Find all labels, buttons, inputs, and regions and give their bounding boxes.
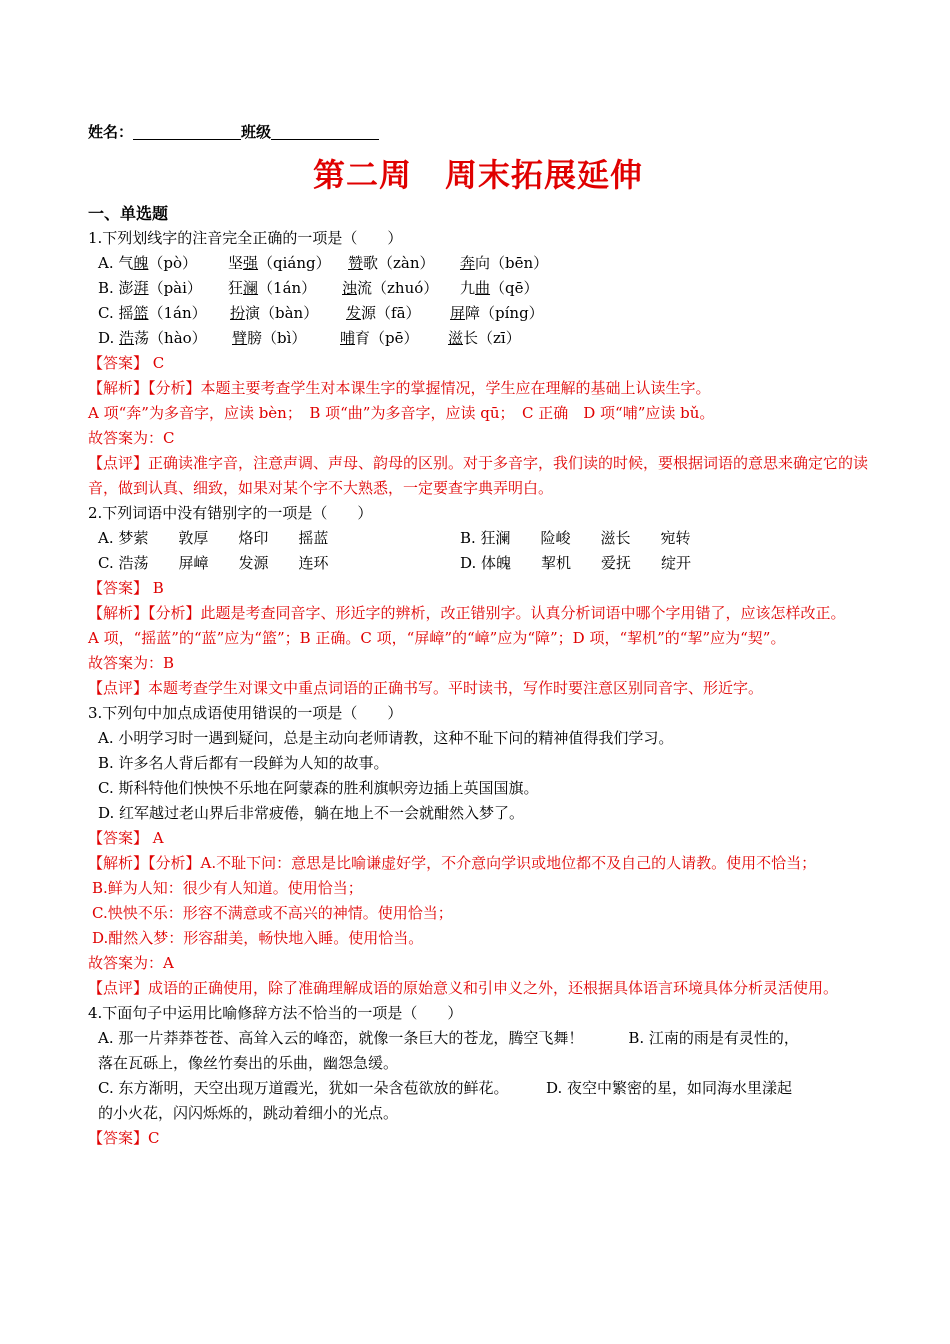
section-heading: 一、单选题: [88, 204, 169, 223]
q4-answer: 【答案】C: [88, 1129, 160, 1147]
q2-option-c: C. 浩荡 屏嶂 发源 连环: [98, 554, 329, 572]
q3-note-d: D.酣然入梦：形容甜美，畅快地入睡。使用恰当。: [92, 929, 424, 947]
q2-option-d: D. 体魄 挈机 爱抚 绽开: [460, 554, 692, 572]
question-2-stem: 2.下列词语中没有错别字的一项是（ ）: [88, 504, 373, 522]
question-1-stem: 1.下列划线字的注音完全正确的一项是（ ）: [88, 229, 403, 247]
q4-options-ab-line2: 落在瓦砾上，像丝竹奏出的乐曲，幽怨急缓。: [98, 1054, 399, 1072]
q3-final: 故答案为：A: [88, 954, 174, 972]
document-page: [88, 118, 868, 1151]
q3-option-d: D. 红军越过老山界后非常疲倦，躺在地上不一会就酣然入梦了。: [98, 804, 525, 822]
name-blank[interactable]: [133, 123, 241, 140]
q1-detail: A 项“奔”为多音字，应读 bèn； B 项“曲”为多音字，应读 qū； C 正确 D 项“哺”应读 bǔ。: [88, 404, 715, 422]
q2-option-a: A. 梦萦 敦厚 烙印 摇蓝: [98, 529, 329, 547]
q1-answer: 【答案】 C: [88, 354, 165, 372]
q1-analysis: 【解析】【分析】本题主要考查学生对本课生字的掌握情况，学生应在理解的基础上认读生字。: [88, 379, 711, 397]
question-4-stem: 4.下面句子中运用比喻修辞方法不恰当的一项是（ ）: [88, 1004, 463, 1022]
q2-option-b: B. 狂澜 险峻 滋长 宛转: [460, 529, 691, 547]
q2-analysis: 【解析】【分析】此题是考查同音字、形近字的辨析，改正错别字。认真分析词语中哪个字用错了，应该怎样改正。: [88, 604, 846, 622]
class-label: 班级: [241, 123, 272, 141]
q4-options-cd-line1: C. 东方渐明，天空出现万道霞光，犹如一朵含苞欲放的鲜花。 D. 夜空中繁密的星，如同海水里漾起: [98, 1079, 793, 1097]
q4-options-ab-line1: A. 那一片莽莽苍苍、高耸入云的峰峦，就像一条巨大的苍龙，腾空飞舞！ B. 江南的雨是有灵性的，: [98, 1029, 799, 1047]
q2-options-ab: [88, 526, 868, 551]
q1-option-a: A. 气魄（pò） 坚强（qiáng） 赞歌（zàn） 奔向（bēn）: [98, 254, 549, 272]
q1-option-d: D. 浩荡（hào） 臂膀（bì） 哺育（pē） 滋长（zī）: [98, 329, 521, 347]
page-title: 第二周 周末拓展延伸: [312, 156, 643, 194]
name-label: 姓名：: [88, 123, 134, 141]
q3-note-b: B.鲜为人知：很少有人知道。使用恰当；: [92, 879, 363, 897]
q3-option-c: C. 斯科特他们怏怏不乐地在阿蒙森的胜利旗帜旁边插上英国国旗。: [98, 779, 539, 797]
student-info: [88, 118, 868, 146]
q1-option-c: C. 摇篮（1án） 扮演（bàn） 发源（fā） 屏障（píng）: [98, 304, 544, 322]
class-blank[interactable]: [271, 123, 379, 140]
q4-options-cd-line2: 的小火花，闪闪烁烁的，跳动着细小的光点。: [98, 1104, 399, 1122]
q2-detail: A 项，“摇蓝”的“蓝”应为“篮”；B 正确。C 项，“屏嶂”的“嶂”应为“障”；D 项，“挈机”的“挈”应为“契”。: [88, 629, 786, 647]
q3-note-c: C.怏怏不乐：形容不满意或不高兴的神情。使用恰当；: [92, 904, 453, 922]
q3-option-a: A. 小明学习时一遇到疑问，总是主动向老师请教，这种不耻下问的精神值得我们学习。: [98, 729, 674, 747]
q3-analysis: 【解析】【分析】A.不耻下问：意思是比喻谦虚好学，不介意向学识或地位都不及自己的人请教。使用不恰当；: [88, 854, 817, 872]
q1-comment: 【点评】正确读准字音，注意声调、声母、韵母的区别。对于多音字，我们读的时候，要根据词语的意思来确定它的读音，做到认真、细致，如果对某个字不大熟悉，一定要查字典弄明白。: [88, 454, 869, 497]
q2-answer: 【答案】 B: [88, 579, 164, 597]
q3-option-b: B. 许多名人背后都有一段鲜为人知的故事。: [98, 754, 389, 772]
q3-comment: 【点评】成语的正确使用，除了准确理解成语的原始意义和引申义之外，还根据具体语言环境具体分析灵活使用。: [88, 979, 839, 997]
q3-answer: 【答案】 A: [88, 829, 164, 847]
q2-final: 故答案为：B: [88, 654, 175, 672]
q1-final: 故答案为：C: [88, 429, 175, 447]
q1-option-b: B. 澎湃（pài） 狂澜（1án） 浊流（zhuó） 九曲（qē）: [98, 279, 539, 297]
q2-options-cd: [88, 551, 868, 576]
q2-comment: 【点评】本题考查学生对课文中重点词语的正确书写。平时读书，写作时要注意区别同音字、形近字。: [88, 679, 764, 697]
question-3-stem: 3.下列句中加点成语使用错误的一项是（ ）: [88, 704, 403, 722]
